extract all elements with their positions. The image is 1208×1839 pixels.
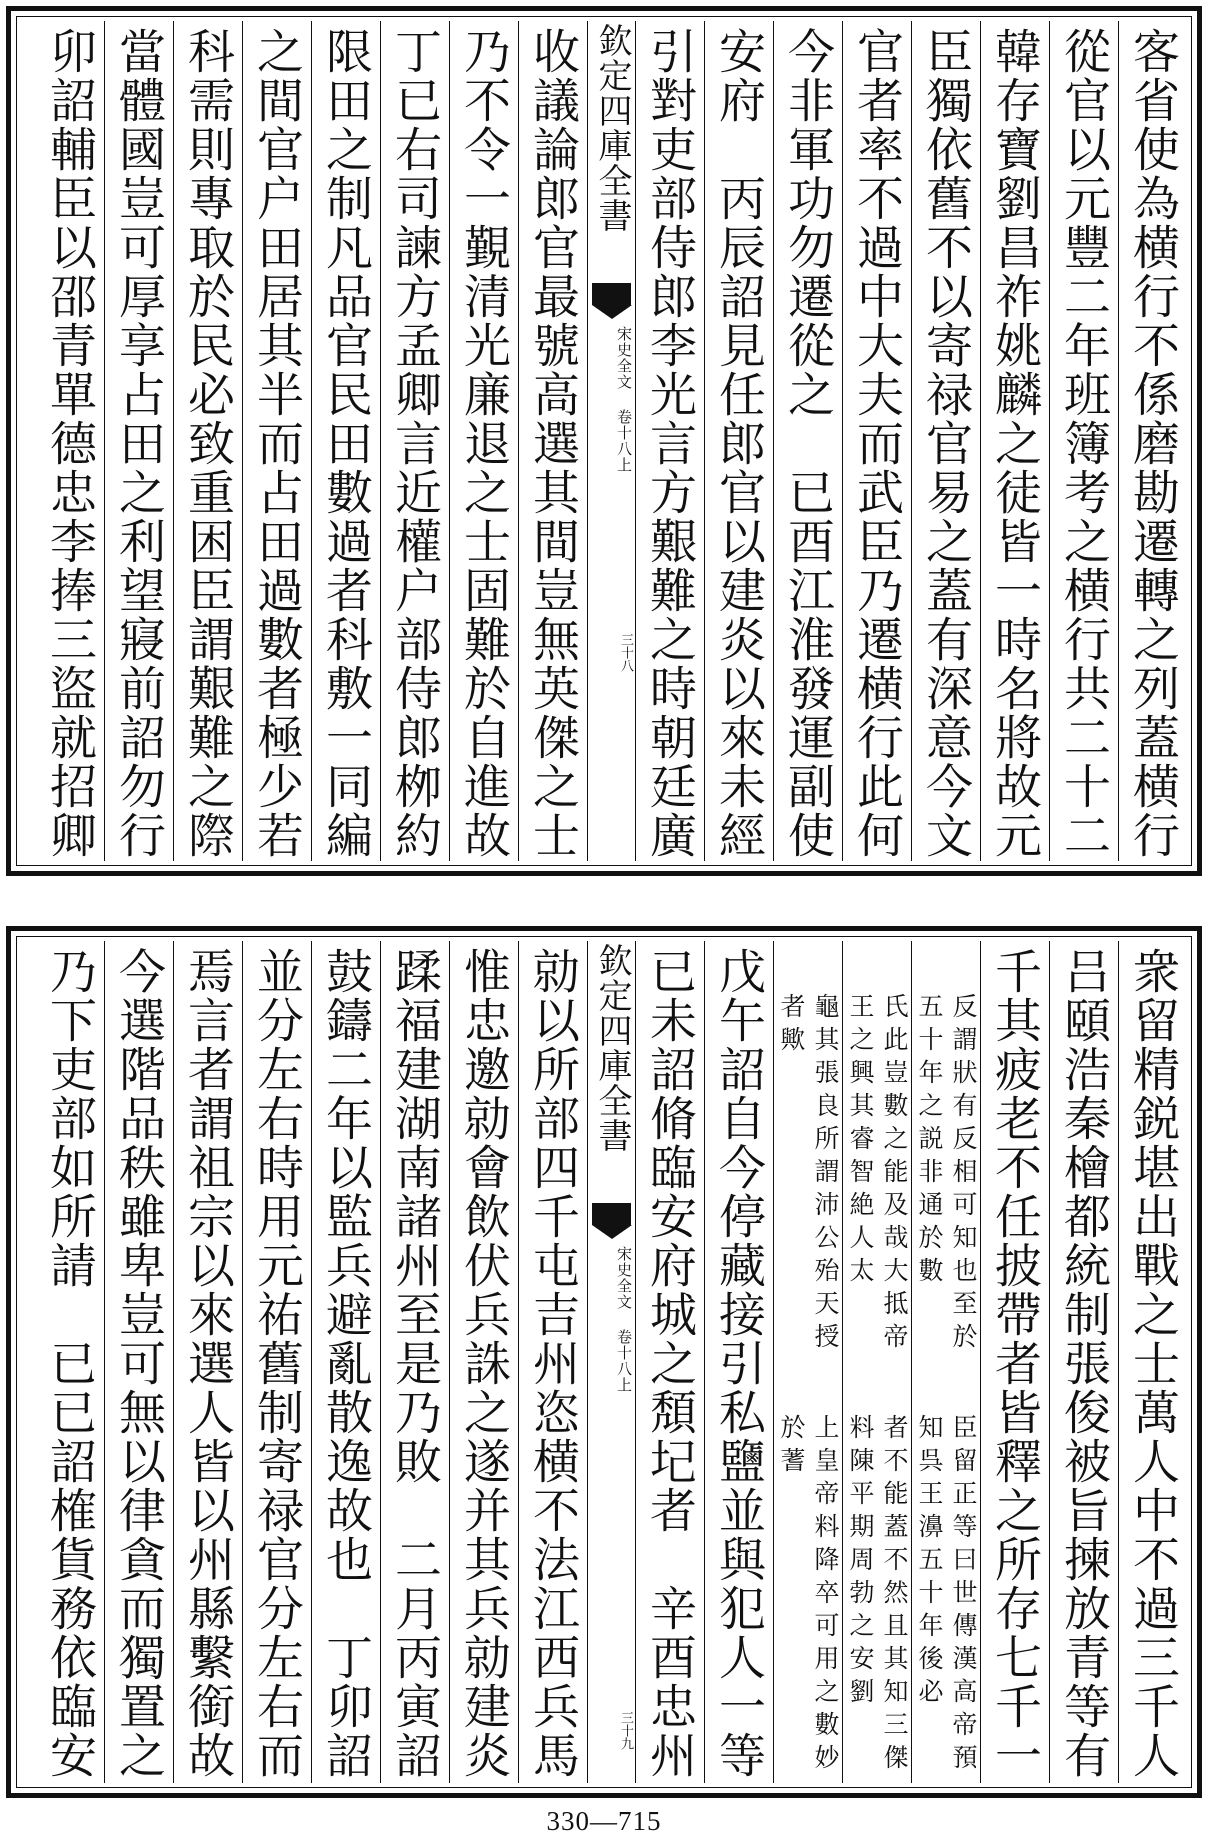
center-banner — [587, 21, 635, 861]
commentary-line: 龜其張良所謂沛公殆天授者歟 — [777, 993, 840, 1356]
text-columns — [21, 941, 1187, 1783]
page-top — [6, 6, 1202, 876]
commentary-column — [911, 941, 980, 1783]
text-column: 鼓鑄二年以監兵避亂散逸故也 丁卯詔 — [311, 941, 380, 1783]
banner-title: 欽定四庫全書 — [592, 23, 632, 233]
commentary-line: 氏此豈數之能及哉大抵帝王之興其睿智絶人太 — [846, 993, 909, 1356]
page-bottom — [6, 926, 1202, 1798]
text-column: 吕頤浩秦檜都統制張俊被旨揀放青等有 — [1049, 941, 1118, 1783]
banner-volume: 宋史全文 卷十八上 — [615, 1246, 633, 1393]
banner-page-number: 三十九 — [618, 1711, 633, 1750]
text-column: 卯詔輔臣以邵青單德忠李捧三盜就招卿 — [42, 27, 97, 860]
banner-page-number: 三十八 — [618, 633, 633, 672]
text-column: 乃不令一覲清光廉退之士固難於自進故 — [449, 21, 518, 861]
text-column: 戊午詔自今停藏接引私鹽並與犯人一等 — [704, 941, 773, 1783]
commentary-column — [773, 941, 842, 1783]
banner-title: 欽定四庫全書 — [592, 943, 632, 1153]
text-column: 衆留精鋭堪出戰之士萬人中不過三千人 — [1118, 941, 1187, 1783]
center-banner — [587, 941, 635, 1783]
text-column: 惟忠邀勍會飲伏兵誅之遂并其兵勍建炎 — [449, 941, 518, 1783]
text-column: 焉言者謂祖宗以來選人皆以州縣繫銜故 — [173, 941, 242, 1783]
commentary-line: 者不能蓋不然且其知三傑料陳平期周勃之安劉 — [846, 1414, 909, 1777]
commentary-line: 反謂狀有反相可知也至於五十年之説非通於數 — [915, 993, 978, 1356]
text-columns — [21, 21, 1187, 861]
text-column: 之間官户田居其半而占田過數者極少若 — [242, 21, 311, 861]
text-column: 已未詔脩臨安府城之頽圮者 辛酉忠州 — [635, 941, 704, 1783]
banner-volume: 宋史全文 卷十八上 — [615, 326, 633, 473]
text-column: 勍以所部四千屯吉州恣横不法江西兵馬 — [518, 941, 587, 1783]
text-column: 乃下吏部如所請 已已詔榷貨務依臨安 — [42, 947, 97, 1780]
text-column: 千其疲老不任披帶者皆釋之所存七千一 — [980, 941, 1049, 1783]
text-column: 當體國豈可厚享占田之利望寢前詔勿行 — [104, 21, 173, 861]
commentary-line: 上皇帝料降卒可用之數妙於蓍 — [777, 1414, 840, 1777]
text-column: 安府 丙辰詔見任郎官以建炎以來未經 — [704, 21, 773, 861]
commentary-line: 臣留正等曰世傳漢高帝預知呉王濞五十年後必 — [915, 1414, 978, 1777]
text-column: 今選階品秩雖卑豈可無以律貪而獨置之 — [104, 941, 173, 1783]
fish-tail-ornament — [592, 283, 631, 305]
text-column: 從官以元豐二年班簿考之横行共二十二 — [1049, 21, 1118, 861]
text-column: 蹂福建湖南諸州至是乃敗 二月丙寅詔 — [380, 941, 449, 1783]
text-column: 引對吏部侍郎李光言方艱難之時朝廷廣 — [635, 21, 704, 861]
text-column: 收議論郎官最號高選其間豈無英傑之士 — [518, 21, 587, 861]
text-column: 客省使為横行不係磨勘遷轉之列蓋横行 — [1118, 21, 1187, 861]
text-column: 丁已右司諫方孟卿言近權户部侍郎栁約 — [380, 21, 449, 861]
fish-tail-ornament — [592, 1203, 631, 1225]
text-column: 並分左右時用元祐舊制寄禄官分左右而 — [242, 941, 311, 1783]
text-column: 韓存寶劉昌祚姚麟之徒皆一時名將故元 — [980, 21, 1049, 861]
commentary-column — [842, 941, 911, 1783]
text-column: 科需則專取於民必致重困臣謂艱難之際 — [173, 21, 242, 861]
page-footer-number: 330—715 — [546, 1806, 662, 1836]
text-column: 臣獨依舊不以寄禄官易之蓋有深意今文 — [911, 21, 980, 861]
text-column: 今非軍功勿遷從之 已酉江淮發運副使 — [773, 21, 842, 861]
text-column: 限田之制凡品官民田數過者科敷一同編 — [311, 21, 380, 861]
text-column: 官者率不過中大夫而武臣乃遷横行此何 — [842, 21, 911, 861]
